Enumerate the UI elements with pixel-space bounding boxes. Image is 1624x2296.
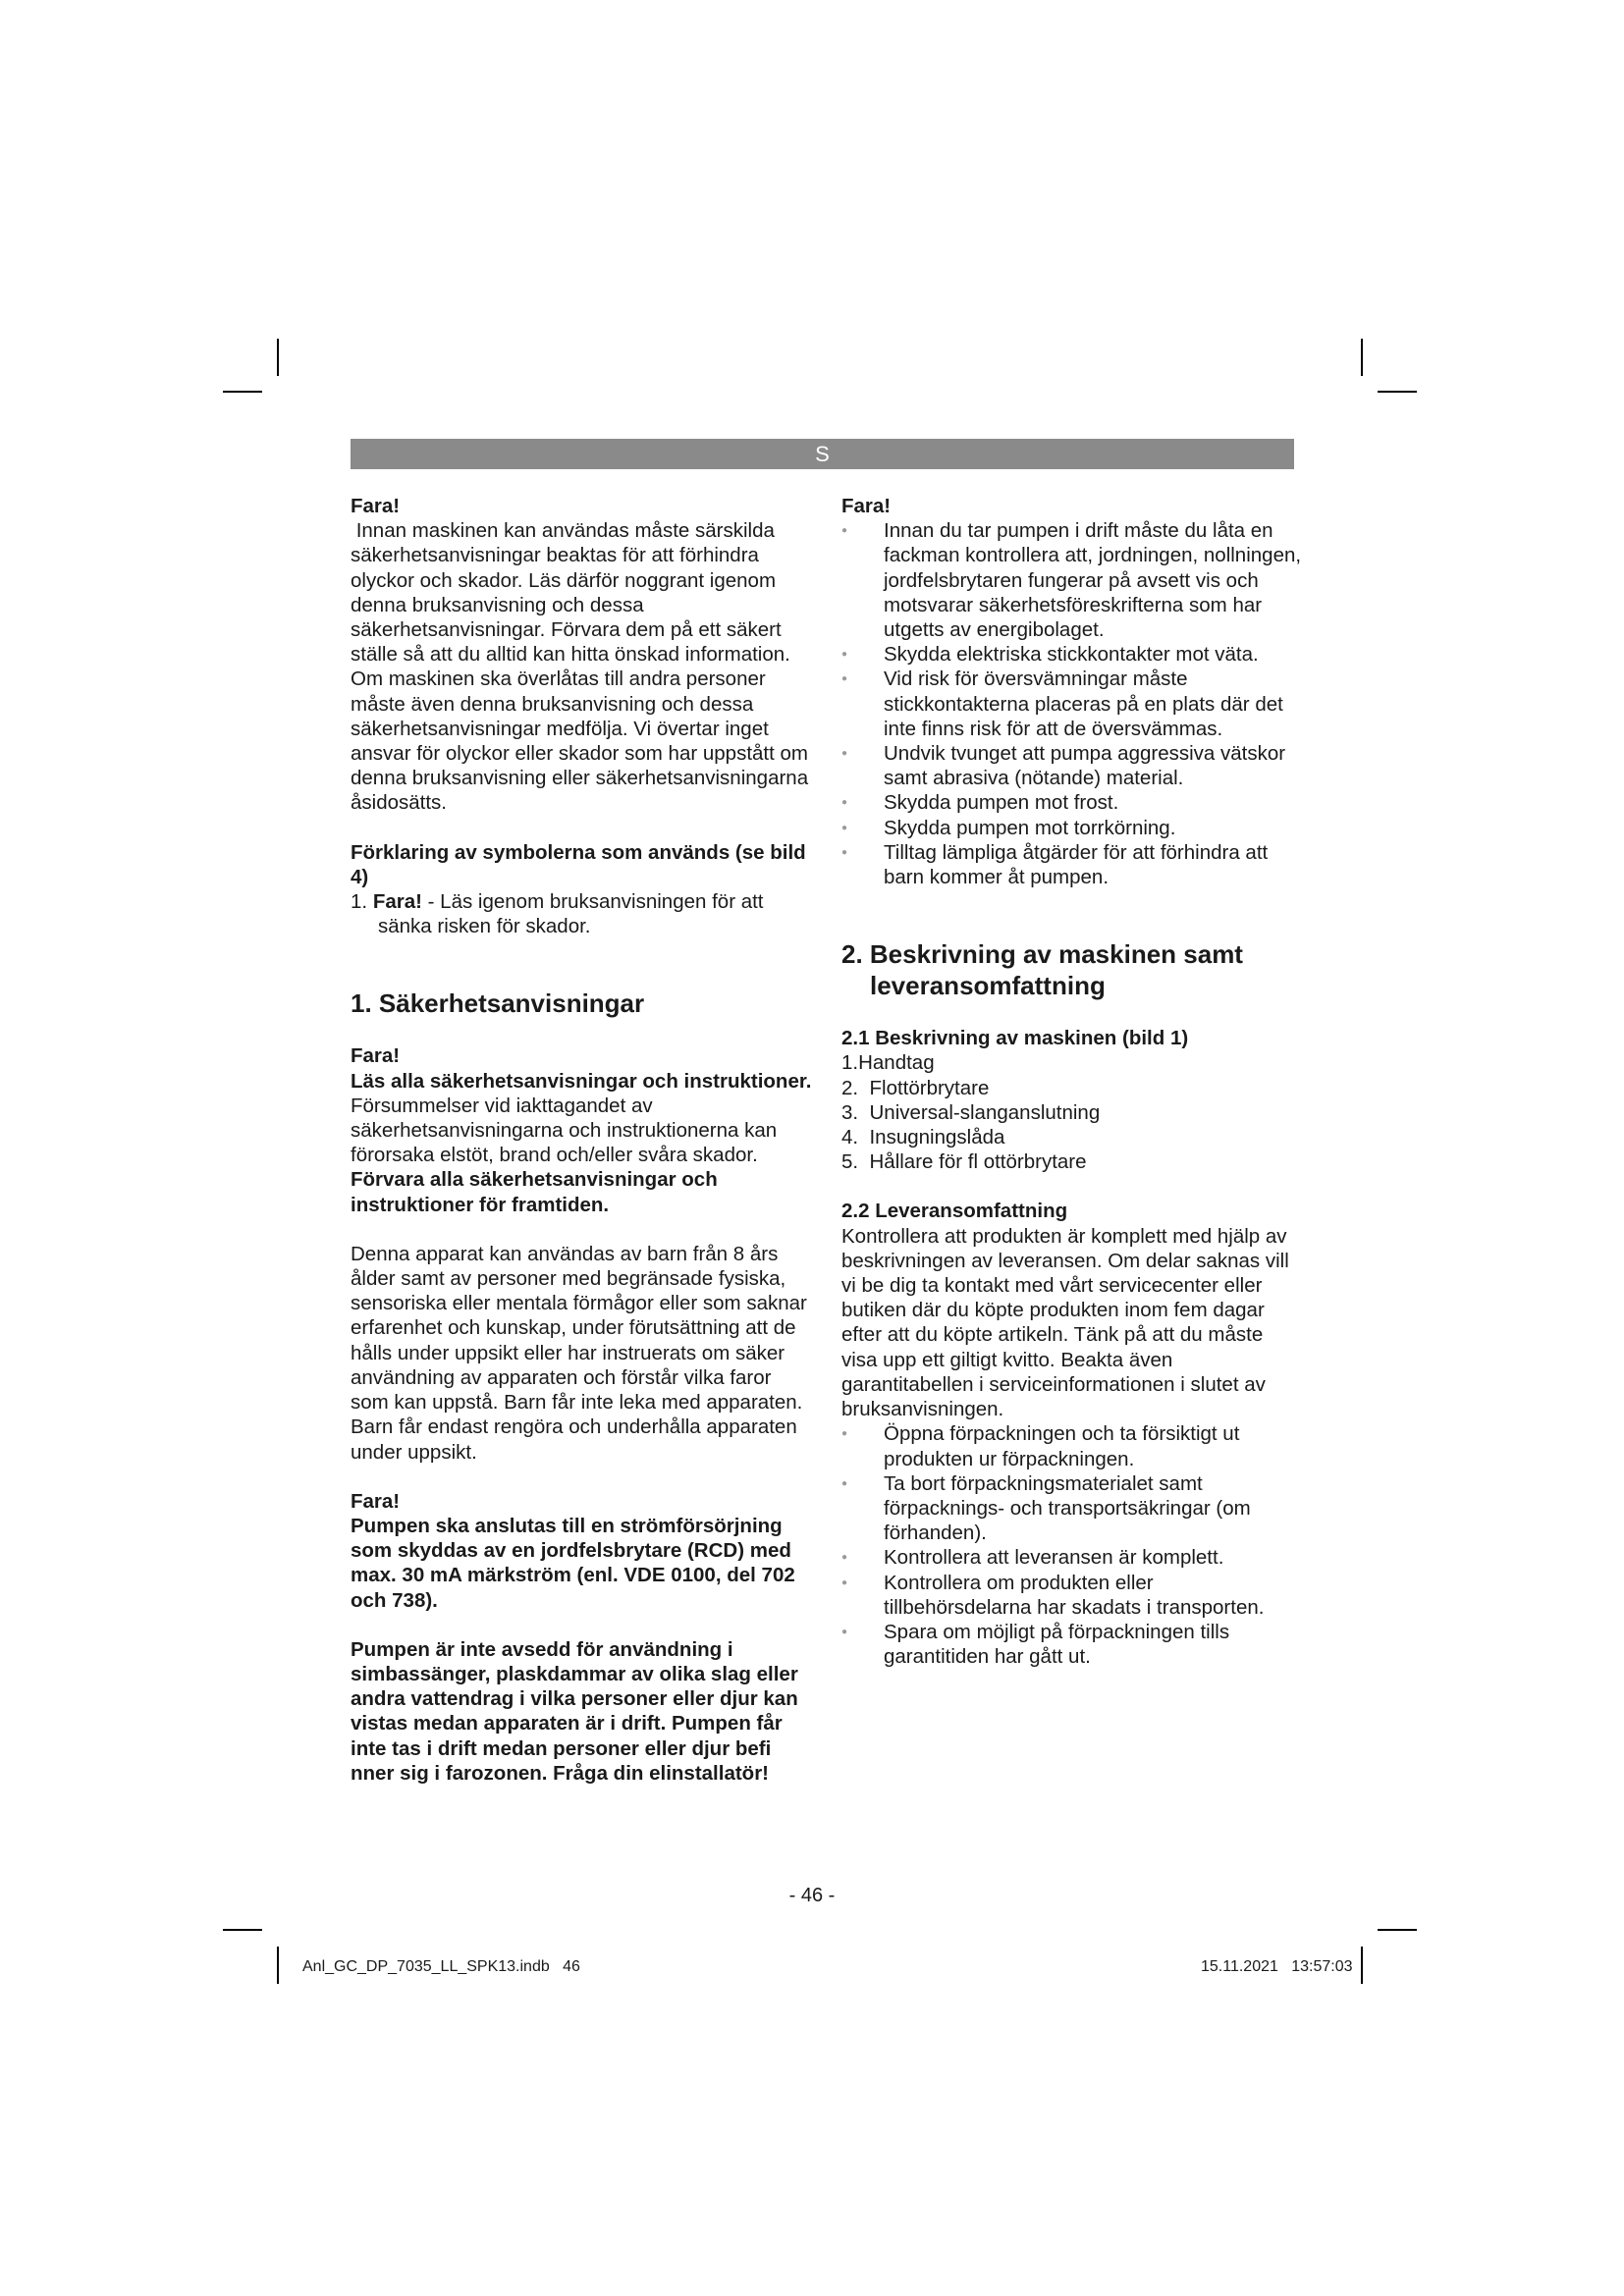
- crop-mark: [1378, 1929, 1417, 1931]
- subsection-2-2-heading: 2.2 Leveransomfattning: [841, 1200, 1068, 1223]
- list-item: ● Vid risk för översvämningar måste stickkontakterna placeras på en plats där det inte finns risk för att de översvämmas.: [841, 667, 1303, 741]
- warning-1-bold-tail: Förvara alla säkerhetsanvisningar och instruktioner för framtiden.: [351, 1168, 718, 1216]
- section-1-title: 1. Säkerhetsanvisningar: [351, 988, 645, 1019]
- list-item: 4. Insugningslåda: [841, 1126, 1005, 1149]
- warning-1-bold-lead: Läs alla säkerhetsanvisningar och instruktioner.: [351, 1069, 812, 1093]
- footer-timestamp: 15.11.2021 13:57:03: [1201, 1958, 1353, 1975]
- delivery-bullet-list: [841, 1421, 1303, 1669]
- list-item: 1.Handtag: [841, 1051, 935, 1075]
- crop-mark: [277, 1947, 279, 1984]
- intro-warning-text: Innan maskinen kan användas måste särskilda säkerhetsanvisningar beaktas för att förhindra olyckor och skador. Läs därför noggrant igenom denna bruksanvisning och dessa säkerhetsanvisningar. Förvara dem på ett säkert ställe så att du alltid kan hitta önskad information. Om maskinen ska överlåtas till andra personer måste även denna bruksanvisning och dessa säkerhetsanvisningar medfölja. Vi övertar inget ansvar för olyckor eller skador som har uppstått om denna bruksanvisning eller säkerhetsanvisningarna åsidosätts.: [351, 519, 814, 815]
- warning-1-heading: Fara!: [351, 1044, 401, 1068]
- list-item: ● Spara om möjligt på förpackningen tills garantitiden har gått ut.: [841, 1620, 1303, 1669]
- symbol-description: - Läs igenom bruksanvisningen för att sänka risken för skador.: [378, 890, 764, 938]
- list-number: 1.: [351, 890, 368, 914]
- parts-list: [841, 1050, 1303, 1174]
- symbols-heading: Förklaring av symbolerna som används (se bild 4): [351, 840, 806, 888]
- list-item: 2. Flottörbrytare: [841, 1076, 990, 1099]
- crop-mark: [1378, 391, 1417, 393]
- symbol-label: Fara!: [372, 890, 422, 914]
- footer-file-name: Anl_GC_DP_7035_LL_SPK13.indb 46: [302, 1958, 580, 1975]
- crop-mark: [223, 1929, 262, 1931]
- children-usage-text: Denna apparat kan användas av barn från 8 års ålder samt av personer med begränsade fysiska, sensoriska eller mentala förmågor eller som saknar erfarenhet och kunskap, under förutsättning att de hålls under uppsikt eller har instruerats om säker användning av apparaten och förstår vilka faror som kan uppstå. Barn får inte leka med apparaten. Barn får endast rengöra och underhålla apparaten under uppsikt.: [351, 1242, 807, 1464]
- section-2-title-line1: 2. Beskrivning av maskinen samt: [841, 939, 1243, 970]
- list-item: ● Kontrollera att leveransen är komplett.: [841, 1545, 1303, 1570]
- warning-2-heading: Fara!: [351, 1489, 401, 1513]
- intro-warning-heading: Fara!: [351, 495, 401, 517]
- list-item: ● Innan du tar pumpen i drift måste du låta en fackman kontrollera att, jordningen, nollningen, jordfelsbrytaren fungerar på avsett vis och motsvarar säkerhetsföreskrifterna som har utgetts av energibolaget.: [841, 518, 1303, 642]
- symbols-list: [351, 889, 812, 938]
- list-item: ● Öppna förpackningen och ta försiktigt ut produkten ur förpackningen.: [841, 1421, 1303, 1470]
- warning-1-body: Försummelser vid iakttagandet av säkerhetsanvisningarna och instruktionerna kan förorsaka elstöt, brand och/eller svåra skador.: [351, 1094, 778, 1167]
- section-2-title-line2: leveransomfattning: [870, 971, 1106, 1001]
- crop-mark: [277, 339, 279, 376]
- list-item: ● Kontrollera om produkten eller tillbehörsdelarna har skadats i transporten.: [841, 1571, 1303, 1620]
- list-item: 5. Hållare för fl ottörbrytare: [841, 1150, 1087, 1174]
- left-column: [351, 494, 812, 1786]
- crop-mark: [1361, 1947, 1363, 1984]
- list-item: ● Skydda pumpen mot torrkörning.: [841, 816, 1303, 840]
- language-header-bar: [351, 439, 1294, 469]
- warning-1-text: [351, 1069, 812, 1217]
- delivery-text: Kontrollera att produkten är komplett med hjälp av beskrivningen av leveransen. Om delar saknas vill vi be dig ta kontakt med vårt servicecenter eller butiken där du köpte produkten inom fem dagar efter att du köpte artikeln. Tänk på att du måste visa upp ett giltigt kvitto. Beakta även garantitabellen i serviceinformationen i slutet av bruksanvisningen.: [841, 1224, 1289, 1421]
- subsection-2-1-heading: 2.1 Beskrivning av maskinen (bild 1): [841, 1027, 1189, 1050]
- crop-mark: [223, 391, 262, 393]
- list-item: ● Skydda elektriska stickkontakter mot väta.: [841, 642, 1303, 667]
- symbols-list-item: [351, 889, 812, 938]
- list-item: ● Undvik tvunget att pumpa aggressiva vätskor samt abrasiva (nötande) material.: [841, 741, 1303, 790]
- list-item: ● Skydda pumpen mot frost.: [841, 790, 1303, 815]
- list-item: 3. Universal-slanganslutning: [841, 1100, 1101, 1124]
- right-warning-heading: Fara!: [841, 495, 892, 517]
- section-2-title: [841, 938, 1303, 1001]
- list-item: ● Tilltag lämpliga åtgärder för att förhindra att barn kommer åt pumpen.: [841, 840, 1303, 889]
- rcd-warning-text: Pumpen ska anslutas till en strömförsörjning som skyddas av en jordfelsbrytare (RCD) med max. 30 mA märkström (enl. VDE 0100, del 702 och 738).: [351, 1514, 795, 1612]
- pool-warning-text: Pumpen är inte avsedd för användning i simbassänger, plaskdammar av olika slag eller andra vattendrag i vilka personer eller djur kan vistas medan apparaten är i drift. Pumpen får inte tas i drift medan personer eller djur befi nner sig i farozonen. Fråga din elinstallatör!: [351, 1637, 798, 1785]
- list-item: ● Ta bort förpackningsmaterialet samt förpacknings- och transportsäkringar (om förhanden).: [841, 1471, 1303, 1546]
- safety-bullet-list: [841, 518, 1303, 889]
- language-code: S: [815, 442, 830, 466]
- right-column: [841, 494, 1303, 1669]
- page-number: - 46 -: [788, 1885, 836, 1906]
- crop-mark: [1361, 339, 1363, 376]
